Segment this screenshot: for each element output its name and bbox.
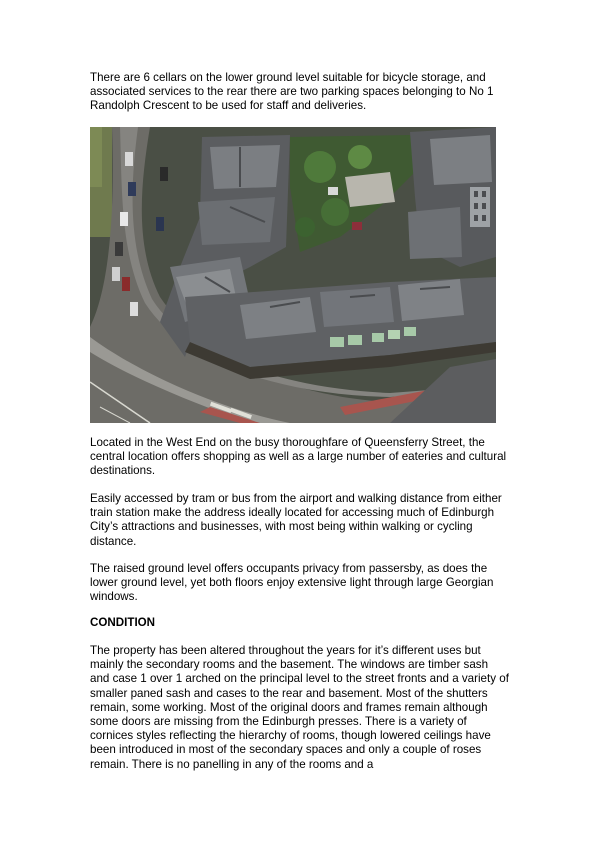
condition-paragraph: The property has been altered throughout the years for it’s different uses but mainly the secondary rooms and the basement. The windows are timber sash and case 1 over 1 arched on the principal level to the street fronts and a variety of smaller paned sash and cases to the rear and basement. Most of the shutters remain, some working. Most of the original doors and frames remain although some doors are missing from the Edinburgh presses. There is a variety of cornices styles reflecting the hierarchy of rooms, though lowered ceilings have been introduced in most of the secondary spaces and only a couple of roses remain. There is no panelling in any of the rooms and a bbox=[90, 644, 509, 771]
intro-paragraph: There are 6 cellars on the lower ground level suitable for bicycle storage, and associated services to the rear there are two parking spaces belonging to No 1 Randolph Crescent to be used for staff and deliveries. bbox=[90, 71, 494, 113]
privacy-paragraph: The raised ground level offers occupants privacy from passersby, as does the lower ground level, yet both floors enjoy extensive light through large Georgian windows. bbox=[90, 562, 494, 604]
location-paragraph: Located in the West End on the busy thoroughfare of Queensferry Street, the central location offers shopping as well as a large number of eateries and cultural destinations. bbox=[90, 436, 507, 478]
aerial-photo bbox=[90, 127, 496, 423]
condition-heading: CONDITION bbox=[90, 616, 156, 629]
access-paragraph: Easily accessed by tram or bus from the airport and walking distance from either train station make the address ideally located for accessing much of Edinburgh City’s attractions and businesses, with most being within walking or cycling distance. bbox=[90, 492, 502, 548]
